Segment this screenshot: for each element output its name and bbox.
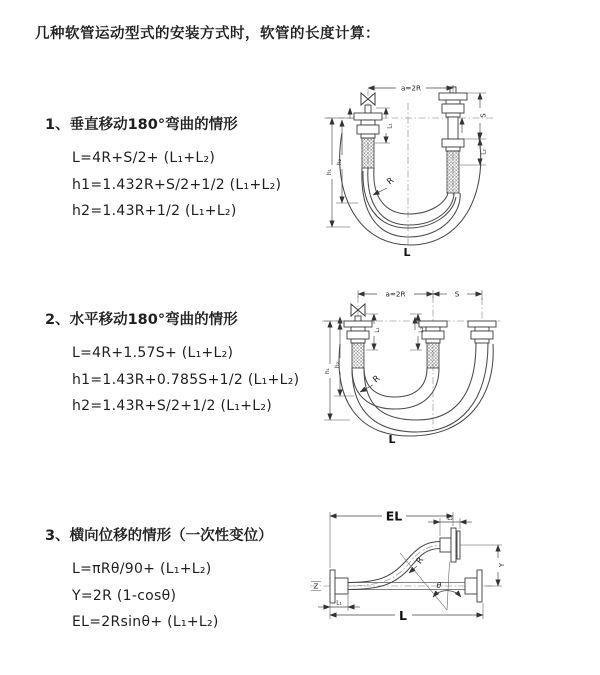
braid-section (352, 343, 364, 368)
dim-label-y: Y (497, 562, 506, 568)
dim-label-h1: h₁ (325, 368, 331, 374)
dim-label-l2: L₂ (447, 516, 453, 522)
hose-outline (352, 368, 439, 409)
section-2-heading: 2、水平移动180°弯曲的情形 (45, 312, 238, 328)
page-title: 几种软管运动型式的安装方式时，软管的长度计算： (35, 26, 380, 42)
dim-label-a2r: a=2R (401, 83, 421, 93)
hose-outline (374, 168, 448, 214)
section-1 (45, 113, 281, 225)
flange-left (330, 570, 348, 603)
hose-fitting-right (439, 87, 467, 193)
flange-right-original (465, 570, 482, 602)
section-1-formulas (45, 145, 281, 225)
radius-label-r: R (385, 175, 397, 188)
radius-label-r: R (371, 373, 383, 386)
dim-label-l2: L₂ (481, 149, 488, 155)
diagram-horizontal-180-bend (310, 280, 600, 452)
dim-label-l1: L₁ (387, 123, 394, 129)
length-label-l: L (403, 246, 411, 259)
formula: h1=1.432R+S/2+1/2 (L₁+L₂) (72, 176, 282, 193)
hose-outline (348, 542, 440, 583)
hose-centerline (344, 545, 445, 586)
angle-label-theta: θ (436, 581, 442, 590)
angle-arc (447, 591, 461, 598)
formula: L=4R+S/2+ (L₁+L₂) (72, 150, 216, 166)
section-2 (45, 308, 299, 420)
formula: h1=1.43R+0.785S+1/2 (L₁+L₂) (72, 371, 300, 388)
hose-fitting-left (344, 321, 372, 368)
dim-label-l1: L₁ (336, 600, 342, 607)
formula: h2=1.43R+1/2 (L₁+L₂) (72, 203, 237, 219)
diagram-vertical-180-bend (310, 75, 600, 265)
radius-label-r: R (414, 555, 427, 567)
dim-label-h1: h₁ (327, 169, 333, 175)
braid-section (447, 151, 459, 193)
formula: L=4R+1.57S+ (L₁+L₂) (72, 345, 234, 361)
formula: L=πRθ/90+ (L₁+L₂) (72, 561, 212, 577)
diagram-lateral-displacement (300, 500, 600, 652)
dim-label-s: S (454, 289, 460, 299)
dim-label-a2r: a=2R (385, 289, 406, 299)
hose-fitting-left (354, 105, 382, 168)
dim-label-l: L (399, 608, 407, 623)
dim-label-s: S (478, 113, 488, 118)
braid-section (362, 138, 374, 168)
dim-label-l2: L₂ (419, 327, 425, 333)
formula: EL=2Rsinθ+ (L₁+L₂) (72, 614, 219, 630)
angle-arc (433, 591, 447, 598)
hose-outline (348, 549, 440, 590)
formula: h2=1.43R+S/2+1/2 (L₁+L₂) (72, 398, 273, 414)
braid-section (427, 343, 439, 368)
dim-label-h2: h₂ (335, 362, 341, 368)
hose-outline (363, 171, 456, 228)
hose-outline (368, 168, 454, 225)
datum-label-z: Z (313, 581, 319, 591)
dim-label-el: EL (385, 508, 403, 524)
hose-outline (364, 368, 427, 397)
section-3-heading: 3、横向位移的情形（一次性变位） (45, 528, 273, 544)
section-1-heading: 1、垂直移动180°弯曲的情形 (45, 117, 238, 133)
dim-label-h2: h₂ (337, 159, 343, 165)
section-3 (45, 524, 273, 636)
section-3-formulas (45, 556, 273, 636)
length-label-l: L (388, 433, 396, 446)
hose-fitting-right (468, 321, 496, 343)
hose-outline (362, 168, 460, 237)
dim-label-l1: L₁ (375, 327, 381, 333)
formula: Y=2R (1-cosθ) (72, 587, 177, 604)
flange-right-displaced (440, 528, 460, 562)
section-2-formulas (45, 340, 299, 420)
